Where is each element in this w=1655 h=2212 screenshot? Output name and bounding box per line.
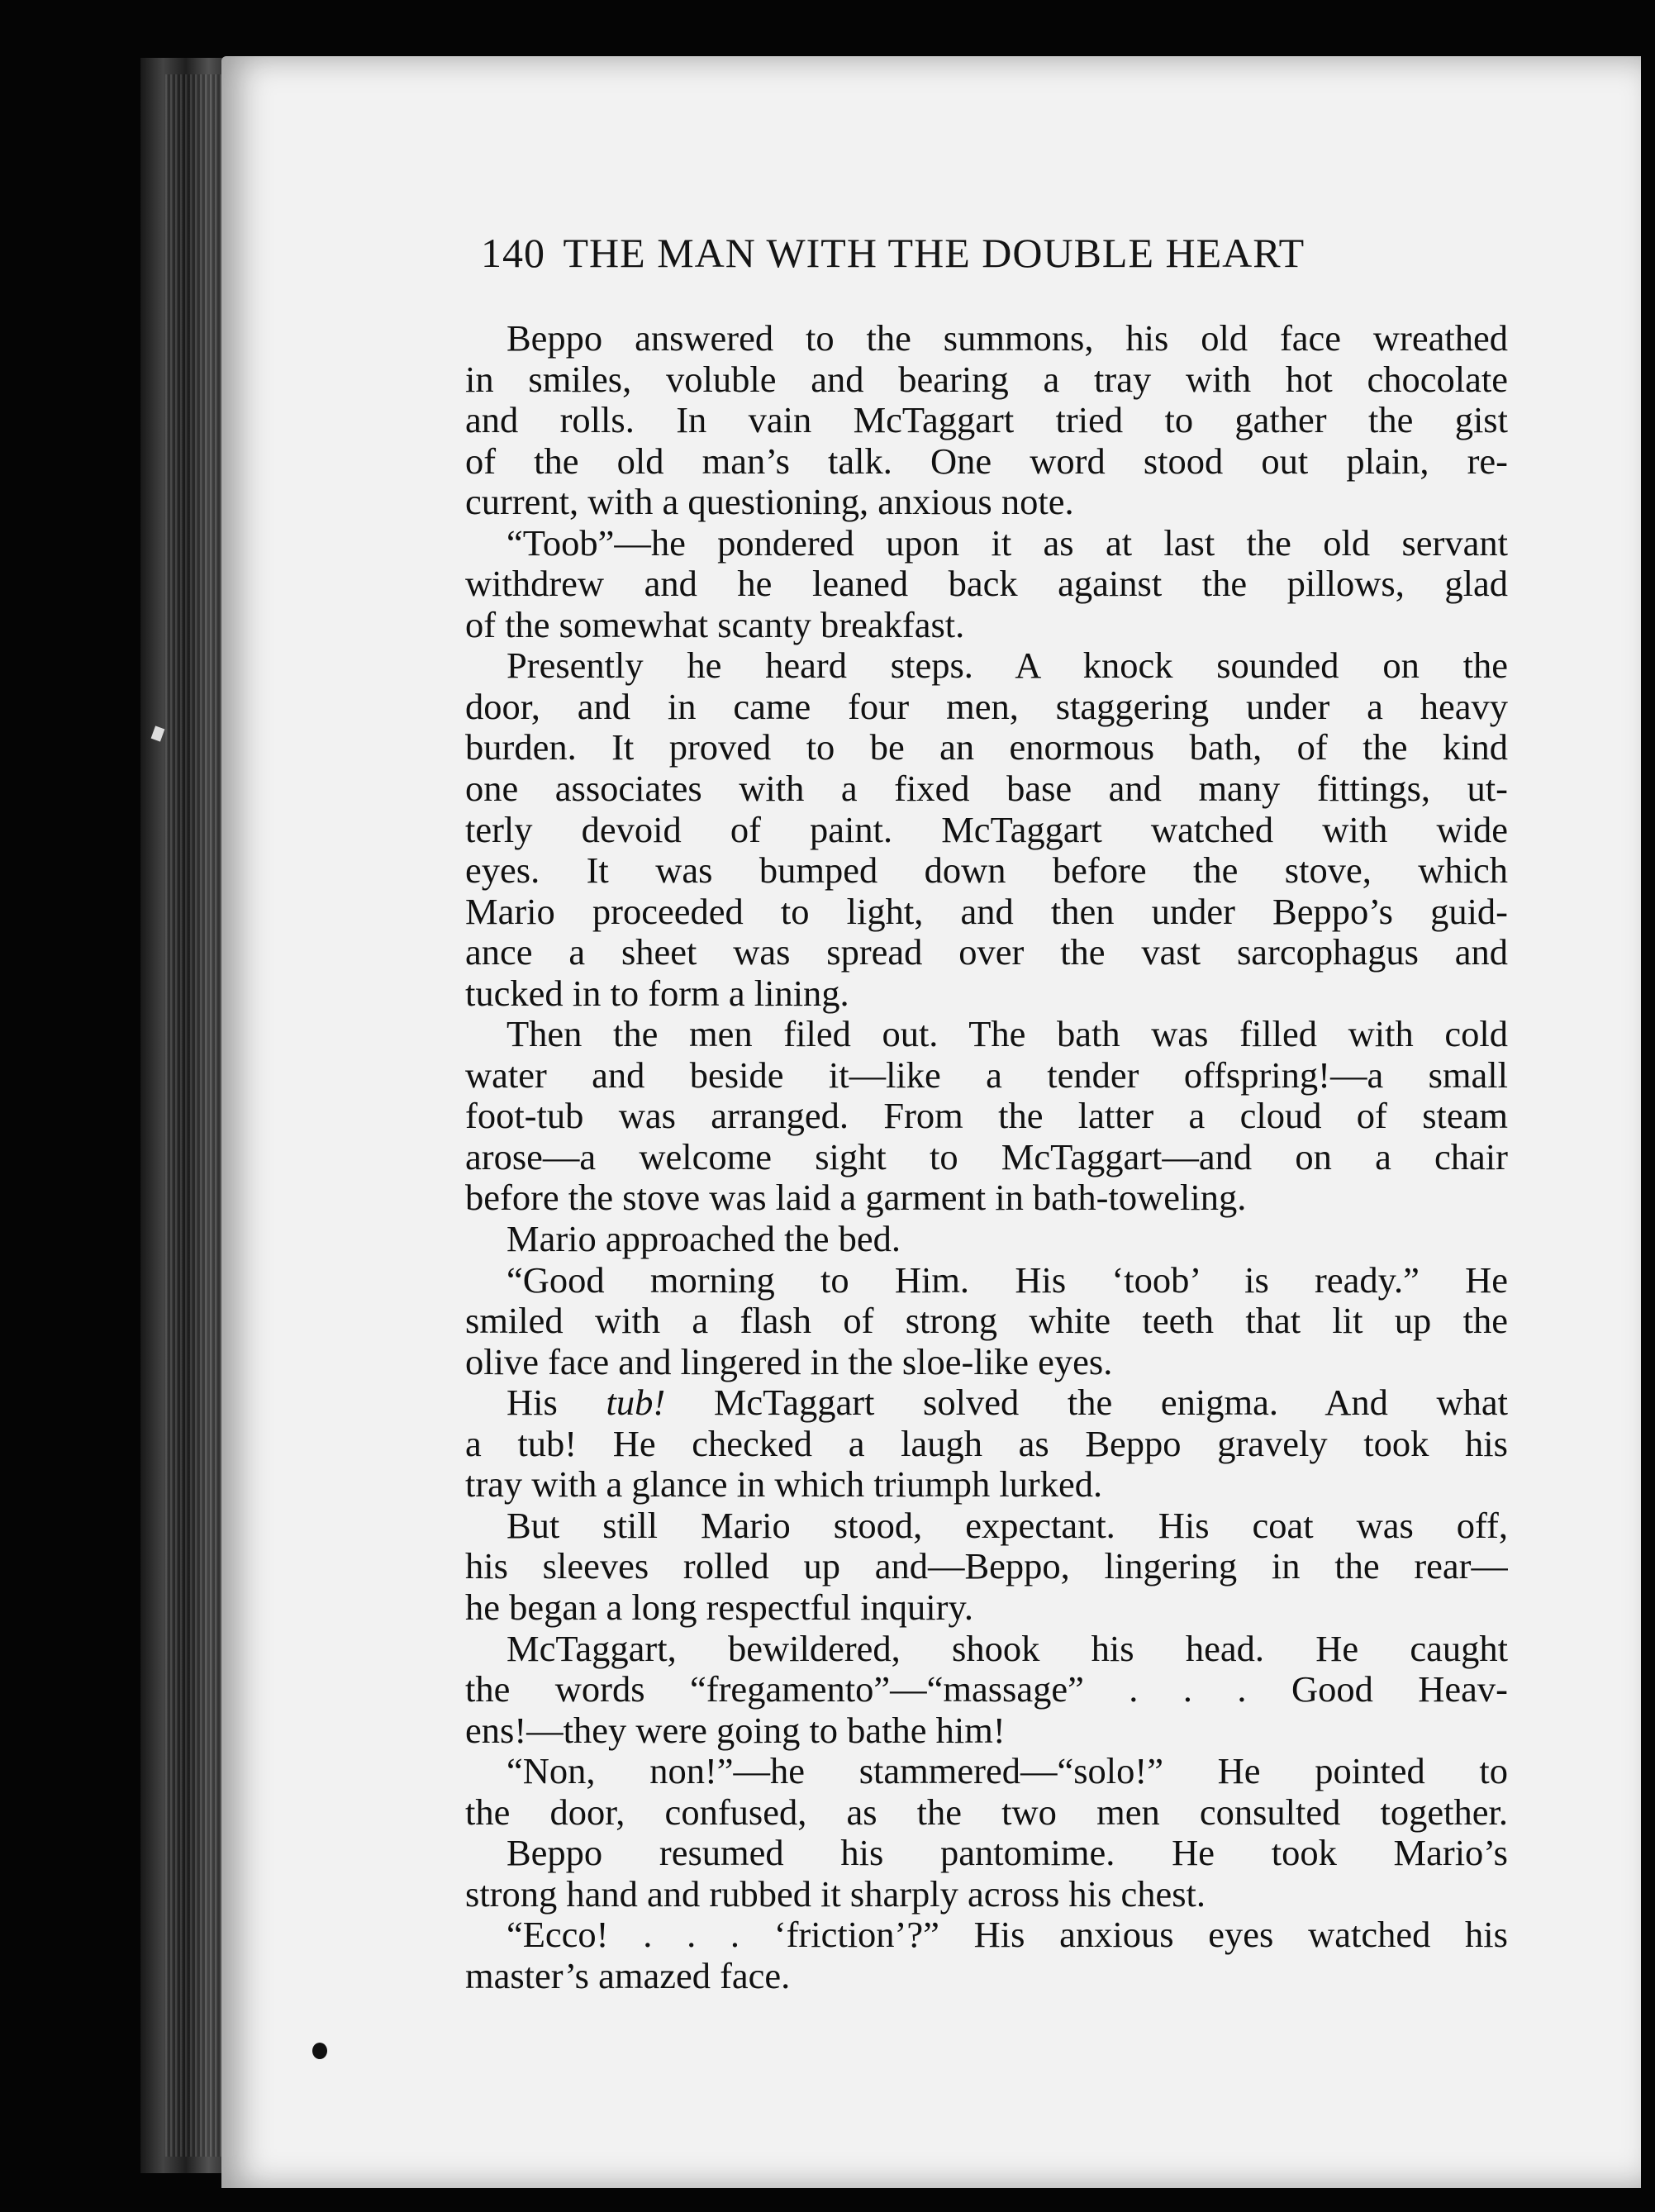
text-line: strong hand and rubbed it sharply across his chest. <box>465 1873 1206 1915</box>
text-line: and rolls. In vain McTaggart tried to gather the gist <box>465 400 1508 441</box>
text-line: foot-tub was arranged. From the latter a cloud of steam <box>465 1096 1508 1137</box>
text-line: door, and in came four men, staggering under a heavy <box>465 686 1508 727</box>
text-line: withdrew and he leaned back against the pillows, glad <box>465 564 1508 605</box>
text-line: water and beside it—like a tender offspring!—a small <box>465 1054 1508 1096</box>
emphasis-text: tub! <box>606 1382 666 1424</box>
text-line: “Good morning to Him. His ‘toob’ is ready.” He <box>506 1259 1508 1301</box>
text-line: Then the men filed out. The bath was filled with cold <box>506 1014 1508 1055</box>
text-line: Mario approached the bed. <box>506 1219 901 1260</box>
running-title: THE MAN WITH THE DOUBLE HEART <box>563 230 1305 276</box>
text-line: His tub! McTaggart solved the enigma. And what <box>506 1382 1508 1424</box>
text-line: current, with a questioning, anxious note. <box>465 482 1074 523</box>
text-line: Mario proceeded to light, and then under Beppo’s guid- <box>465 891 1508 932</box>
text-line: a tub! He checked a laugh as Beppo gravely took his <box>465 1423 1508 1464</box>
text-line: “Toob”—he pondered upon it as at last the old servant <box>506 522 1508 564</box>
text-line: But still Mario stood, expectant. His coat was off, <box>506 1505 1508 1546</box>
body-text <box>465 318 1508 1996</box>
book-page-edge-lines <box>165 74 223 2157</box>
page-number: 140 <box>481 230 545 276</box>
text-line: tray with a glance in which triumph lurked. <box>465 1464 1103 1506</box>
text-line: before the stove was laid a garment in bath-toweling. <box>465 1177 1247 1219</box>
text-line: McTaggart, bewildered, shook his head. He caught <box>506 1628 1508 1669</box>
text-line: he began a long respectful inquiry. <box>465 1586 973 1628</box>
text-line: “Non, non!”—he stammered—“solo!” He pointed to <box>506 1751 1508 1792</box>
text-line: eyes. It was bumped down before the stove, which <box>465 850 1508 892</box>
text-line: terly devoid of paint. McTaggart watched with wide <box>465 809 1508 850</box>
text-line: Beppo resumed his pantomime. He took Mario’s <box>506 1833 1508 1874</box>
text-line: Beppo answered to the summons, his old face wreathed <box>506 318 1508 359</box>
text-line: in smiles, voluble and bearing a tray with hot chocolate <box>465 359 1508 400</box>
text-line: tucked in to form a lining. <box>465 973 849 1014</box>
text-line: the door, confused, as the two men consulted together. <box>465 1791 1508 1833</box>
text-line: smiled with a flash of strong white teeth that lit up the <box>465 1301 1508 1342</box>
text-line: Presently he heard steps. A knock sounded on the <box>506 645 1508 687</box>
text-line: olive face and lingered in the sloe-like eyes. <box>465 1341 1113 1382</box>
text-line: one associates with a fixed base and many fittings, ut- <box>465 768 1508 810</box>
text-line: of the somewhat scanty breakfast. <box>465 604 965 645</box>
text-line: burden. It proved to be an enormous bath, of the kind <box>465 727 1508 768</box>
text-line: “Ecco! . . . ‘friction’?” His anxious eyes watched his <box>506 1915 1508 1956</box>
text-line: of the old man’s talk. One word stood out plain, re- <box>465 440 1508 482</box>
ink-speck <box>312 2043 327 2059</box>
text-line: his sleeves rolled up and—Beppo, lingering in the rear— <box>465 1546 1508 1587</box>
text-line: ens!—they were going to bathe him! <box>465 1710 1006 1751</box>
text-line: the words “fregamento”—“massage” . . . Good Heav- <box>465 1669 1508 1710</box>
text-line: arose—a welcome sight to McTaggart—and on a chair <box>465 1136 1508 1177</box>
running-head <box>481 229 1431 287</box>
text-line: master’s amazed face. <box>465 1955 791 1996</box>
text-line: ance a sheet was spread over the vast sarcophagus and <box>465 932 1508 973</box>
